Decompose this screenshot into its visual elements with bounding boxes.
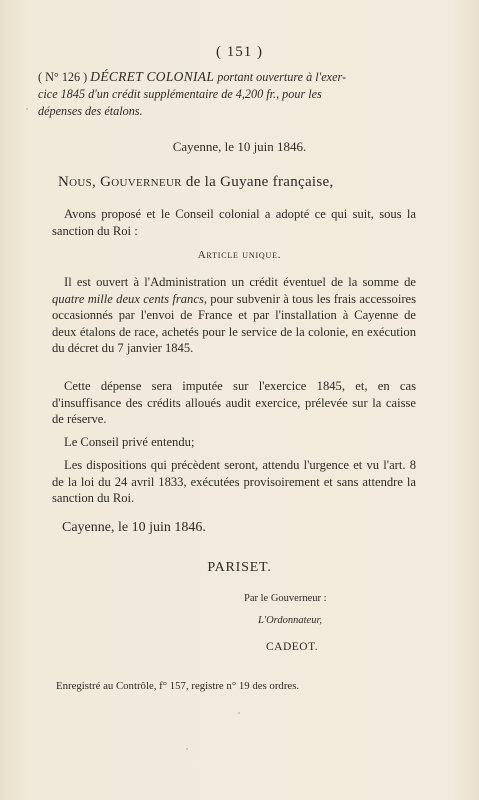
par-le-gouverneur: Par le Gouverneur : xyxy=(244,593,327,604)
paper-speck xyxy=(238,712,240,714)
signature-cadeot: CADEOT. xyxy=(266,641,319,653)
council-paragraph: Le Conseil privé entendu; xyxy=(64,435,195,449)
decree-title-line2: cice 1845 d'un crédit supplémentaire de 4,200 fr., pour les xyxy=(38,87,322,101)
decree-title-line3: dépenses des étalons. xyxy=(38,104,143,118)
provisions-paragraph: Les dispositions qui précèdent seront, attendu l'urgence et vu l'art. 8 de la loi du 24 avril 1833, exécutées provisoirement et sans attendre la sanction du Roi. xyxy=(52,458,416,505)
preamble: Nous, Gouverneur de la Guyane française, xyxy=(58,174,334,190)
signature-pariset: PARISET. xyxy=(207,560,272,575)
decree-title: DÉCRET COLONIAL xyxy=(90,69,215,84)
expense-paragraph: Cette dépense sera imputée sur l'exercice 1845, et, en cas d'insuffisance des crédits alloués audit exercice, prélevée sur la caisse de réserve. xyxy=(52,379,416,426)
decree-title-rest: portant ouverture à l'exer- xyxy=(214,70,347,84)
preamble-gouverneur: Gouverneur xyxy=(100,174,182,190)
article-text-after: , pour subvenir à tous les frais accessoires occasionnés par l'envoi de France et par l'installation à Cayenne de deux étalons de race, achetés pour le service de la colonie, en exécution du décret du 7 janvier 1845. xyxy=(52,291,417,355)
place-date-bottom: Cayenne, le 10 juin 1846. xyxy=(62,520,206,535)
article-title: Article unique. xyxy=(197,249,282,261)
article-paragraph xyxy=(52,274,416,357)
decree-number: ( N° 126 ) xyxy=(38,70,88,84)
place-date-top: Cayenne, le 10 juin 1846. xyxy=(172,139,307,154)
decree-heading xyxy=(38,68,424,120)
preamble-nous: Nous xyxy=(58,174,93,190)
article-text-before: Il est ouvert à l'Administration un crédit éventuel de la somme de xyxy=(64,275,416,289)
preamble-rest: de la Guyane française, xyxy=(181,174,334,190)
registration-note: Enregistré au Contrôle, f° 157, registre n° 19 des ordres. xyxy=(56,680,300,692)
article-amount: quatre mille deux cents francs xyxy=(52,291,204,306)
ordonnateur-label: L'Ordonnateur, xyxy=(258,615,322,626)
avons-paragraph: Avons proposé et le Conseil colonial a adopté ce qui suit, sous la sanction du Roi : xyxy=(52,207,416,238)
paper-speck xyxy=(26,108,28,110)
page-number: ( 151 ) xyxy=(216,44,263,60)
paper-speck xyxy=(186,748,188,750)
